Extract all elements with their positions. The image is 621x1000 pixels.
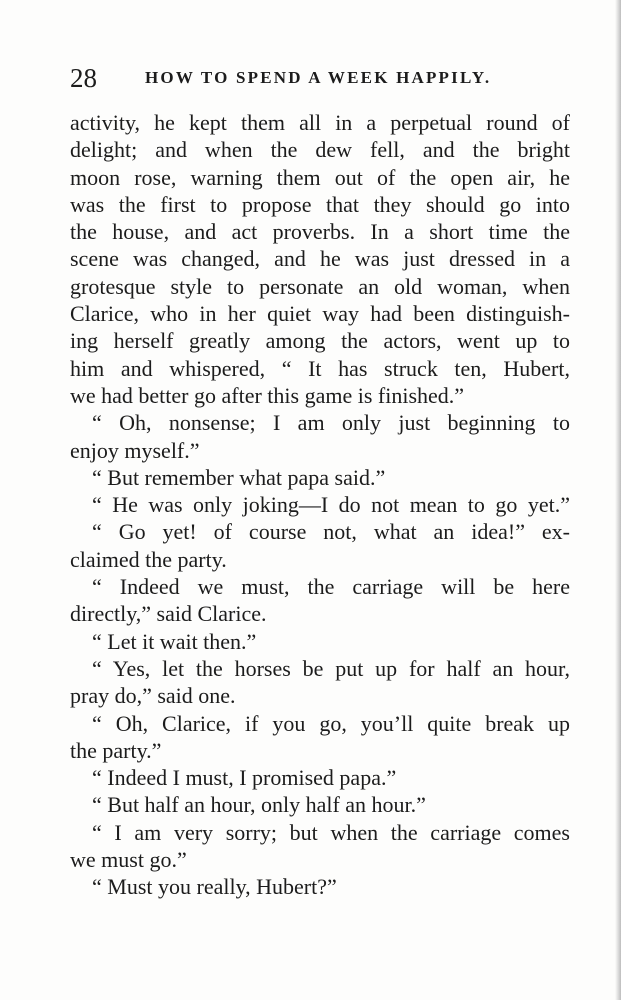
text-line: “ But half an hour, only half an hour.” (92, 792, 426, 818)
page-edge-shadow (615, 0, 621, 1000)
text-line: “ Yes, let the horses be put up for half an hour, (92, 655, 570, 681)
text-line: ing herself greatly among the actors, went up to (70, 328, 570, 354)
text-line: “ But remember what papa said.” (92, 464, 386, 490)
text-line: “ Go yet! of course not, what an idea!” ex- (92, 519, 570, 545)
page-number: 28 (70, 63, 97, 93)
text-line: we had better go after this game is finished.” (70, 382, 465, 408)
text-line: “ Oh, nonsense; I am only just beginning to (92, 410, 570, 436)
text-line: the house, and act proverbs. In a short time the (70, 219, 570, 245)
text-line: pray do,” said one. (70, 683, 236, 709)
text-line: “ Must you really, Hubert?” (92, 874, 337, 900)
text-line: directly,” said Clarice. (70, 601, 267, 627)
text-line: “ Oh, Clarice, if you go, you’ll quite break up (92, 710, 570, 736)
page-header (70, 60, 570, 96)
text-line: enjoy myself.” (70, 437, 200, 463)
text-line: moon rose, warning them out of the open air, he (70, 164, 570, 190)
text-line: “ Let it wait then.” (92, 628, 257, 654)
text-line: “ I am very sorry; but when the carriage comes (92, 819, 570, 845)
text-line: delight; and when the dew fell, and the bright (70, 137, 570, 163)
text-line: was the first to propose that they should go into (70, 191, 570, 217)
body-text (70, 109, 570, 901)
text-line: grotesque style to personate an old woman, when (70, 273, 570, 299)
text-line: we must go.” (70, 847, 187, 873)
text-line: the party.” (70, 737, 162, 763)
text-line: “ He was only joking—I do not mean to go yet.” (92, 492, 570, 518)
running-head: HOW TO SPEND A WEEK HAPPILY. (145, 68, 492, 87)
text-line: “ Indeed I must, I promised papa.” (92, 765, 397, 791)
text-line: “ Indeed we must, the carriage will be here (92, 574, 570, 600)
text-line: Clarice, who in her quiet way had been distinguish- (70, 301, 570, 327)
text-line: activity, he kept them all in a perpetual round of (70, 110, 570, 135)
text-line: claimed the party. (70, 546, 227, 572)
text-line: him and whispered, “ It has struck ten, Hubert, (70, 355, 570, 381)
text-line: scene was changed, and he was just dressed in a (70, 246, 570, 272)
